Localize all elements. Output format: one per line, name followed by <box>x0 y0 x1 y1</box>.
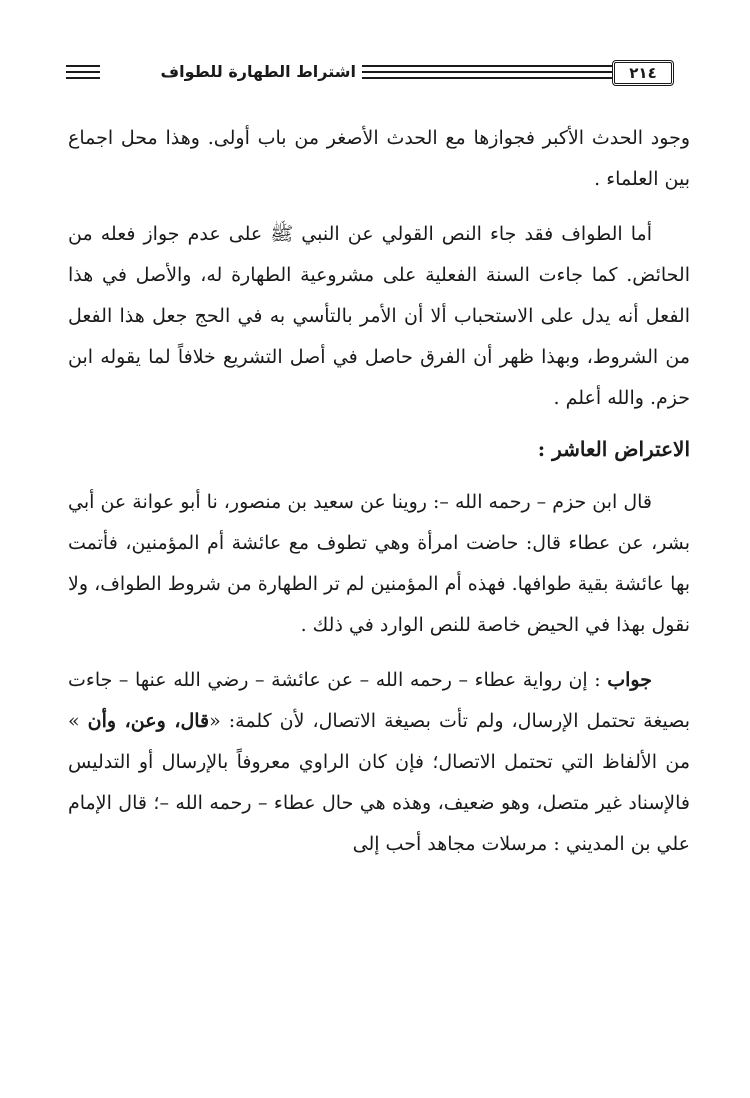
header-rule <box>66 71 100 73</box>
header-rule <box>66 65 100 67</box>
header-rule <box>362 65 612 67</box>
quoted-terms: قال، وعن، وأن <box>87 710 210 732</box>
running-header <box>66 58 676 92</box>
paragraph: وجود الحدث الأكبر فجوازها مع الحدث الأصغر من باب أولى. وهذا محل اجماع بين العلماء . <box>68 127 690 190</box>
page-number: ٢١٤ <box>612 60 674 86</box>
paragraph: أما الطواف فقد جاء النص القولي عن النبي ﷺ على عدم جواز فعله من الحائض. كما جاءت السنة الفعلية على مشروعية الطهارة له، والأصل في هذا الفعل أنه يدل على الاستحباب ألا أن الأمر بالتأسي به في الحج جعل هذا الفعل من الشروط، وبهذا ظهر أن الفرق حاصل في أصل التشريع خلافاً لما يقوله ابن حزم. والله أعلم . <box>68 223 690 409</box>
answer-paragraph <box>68 660 690 865</box>
header-rule <box>362 77 612 79</box>
answer-label: جواب <box>607 669 652 691</box>
section-heading: الاعتراض العاشر : <box>537 437 690 461</box>
header-rule <box>362 71 612 73</box>
header-rule <box>66 77 100 79</box>
answer-text: : إن رواية عطاء – رحمه الله – عن عائشة – رضي الله عنها – جاءت بصيغة تحتمل الإرسال، ولم تأت بصيغة الاتصال، لأن كلمة: « <box>68 669 691 732</box>
running-header-title: اشتراط الطهارة للطواف <box>160 62 356 81</box>
page-body <box>68 118 690 865</box>
paragraph: قال ابن حزم – رحمه الله –: روينا عن سعيد بن منصور، نا أبو عوانة عن أبي بشر، عن عطاء قال: حاضت امرأة وهي تطوف مع عائشة أم المؤمنين، فأتمت بها عائشة بقية طوافها. فهذه أم المؤمنين لم تر الطهارة من شروط الطواف، ولا نقول بهذا في الحيض خاصة للنص الوارد في ذلك . <box>68 491 690 636</box>
answer-text-continued: » من الألفاظ التي تحتمل الاتصال؛ فإن كان الراوي معروفاً بالإرسال أو التدليس فالإسناد غير متصل، وهو ضعيف، وهذه هي حال عطاء – رحمه الله –؛ قال الإمام علي بن المديني : مرسلات مجاهد أحب إلى <box>68 710 690 855</box>
